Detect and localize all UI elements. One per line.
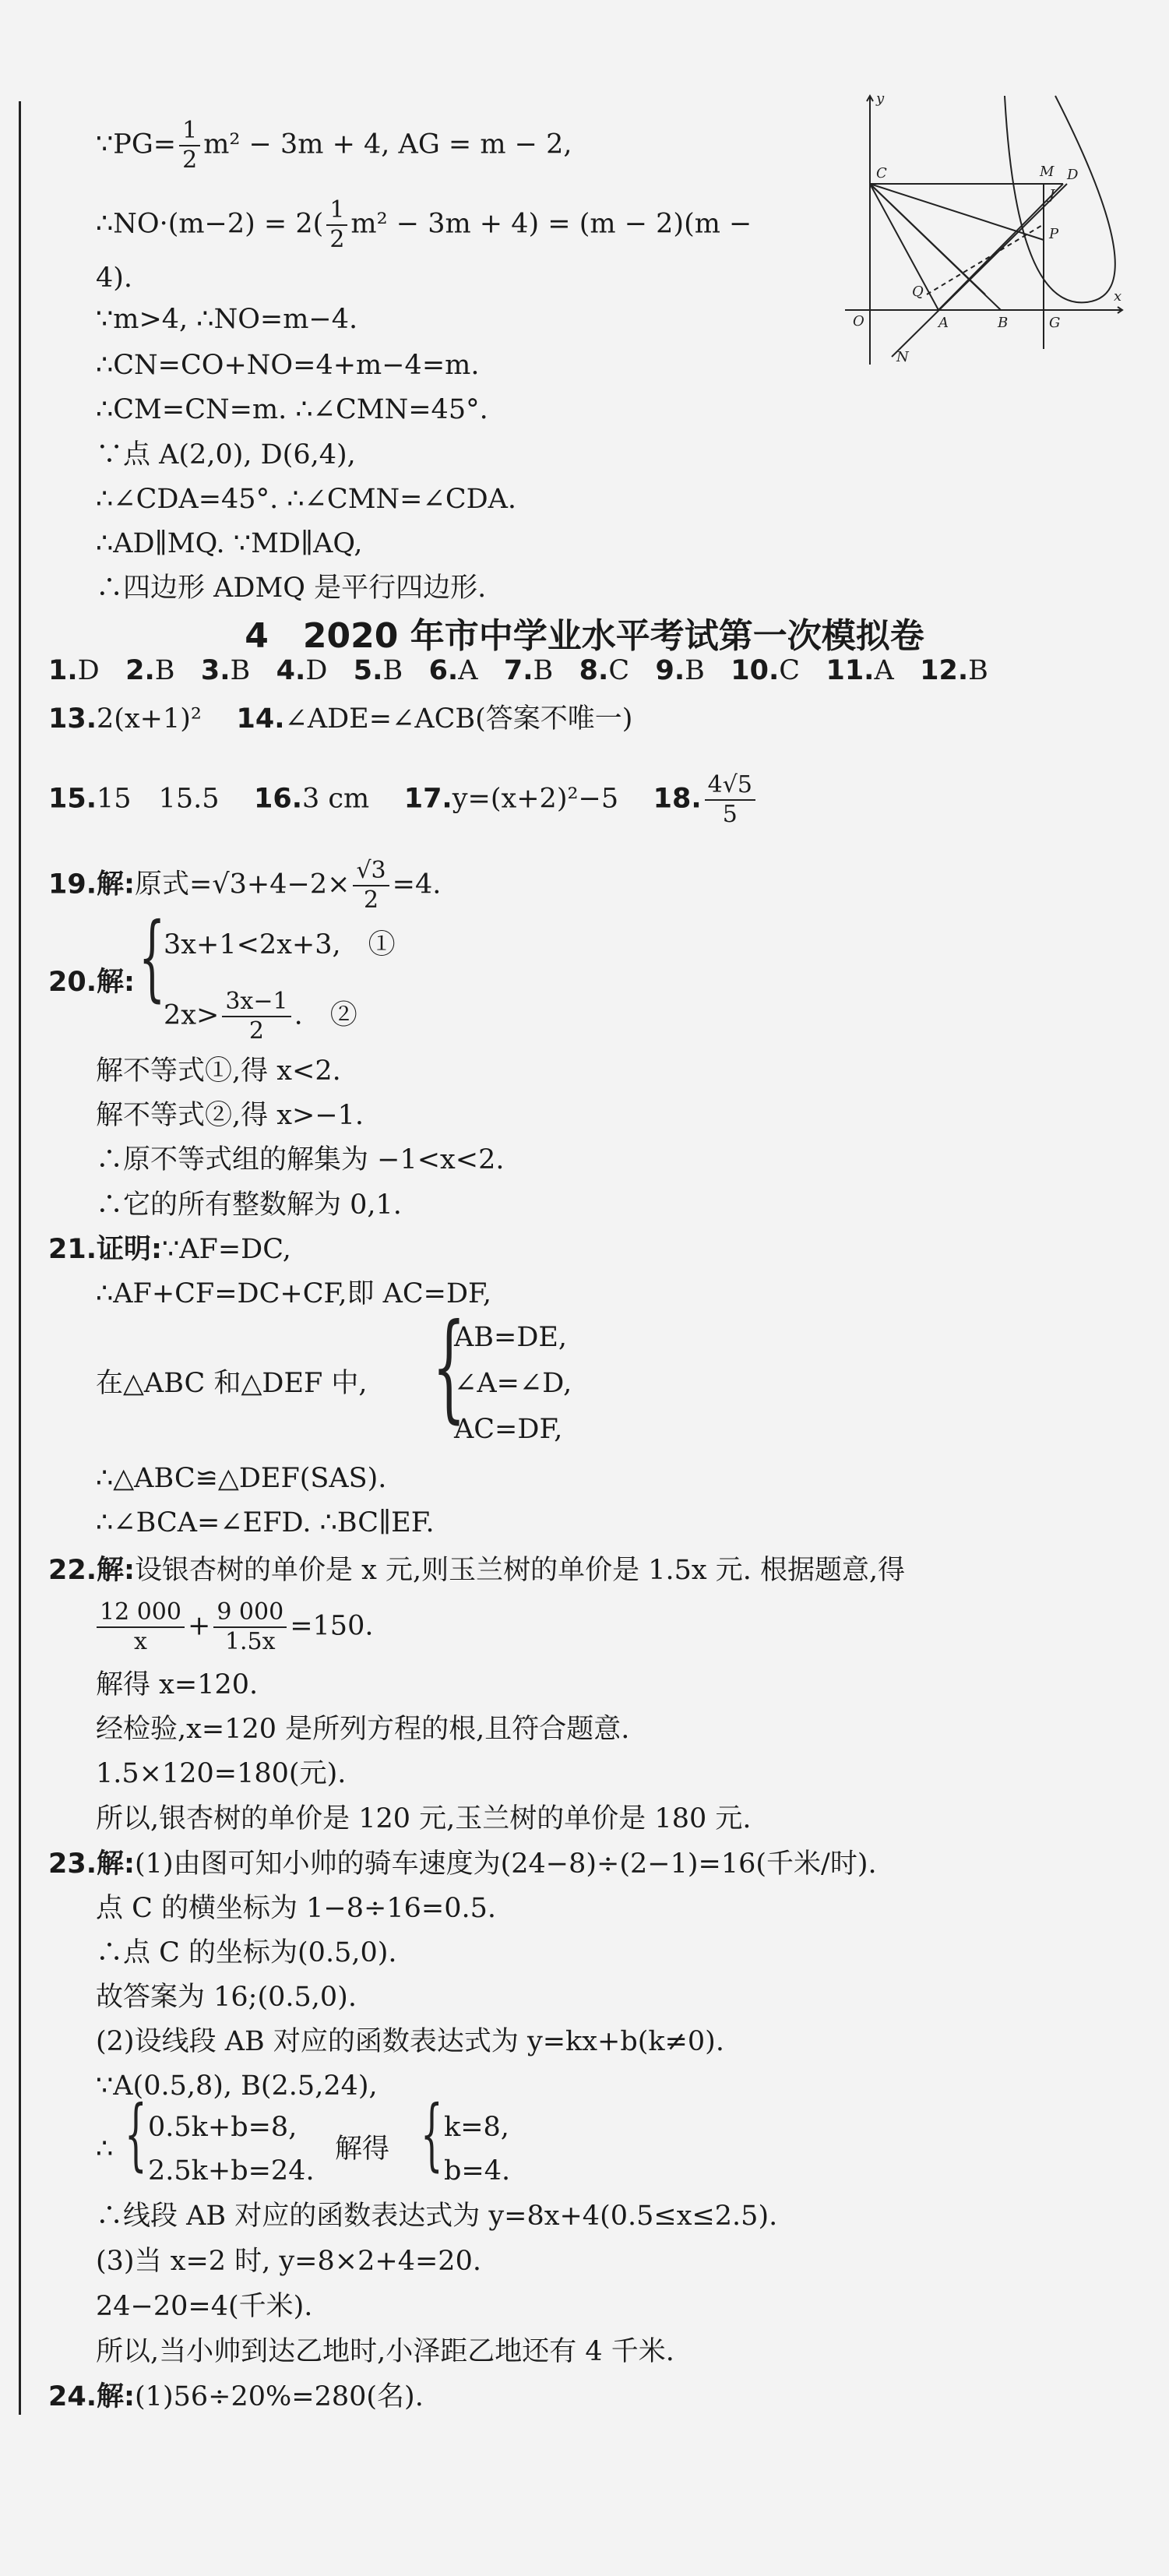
line-text: 解不等式①,得 x<2. <box>96 1055 341 1087</box>
q22-first-line: 22.解:设银杏树的单价是 x 元,则玉兰树的单价是 1.5x 元. 根据题意,得 <box>48 1555 906 1586</box>
q21-first-line: 21.证明:∵AF=DC, <box>48 1234 291 1265</box>
svg-text:D: D <box>1067 167 1079 183</box>
line-text: ∴CN=CO+NO=4+m−4=m. <box>96 350 480 381</box>
line-text: ∴△ABC≌△DEF(SAS). <box>96 1463 387 1494</box>
line-text: 点 C 的横坐标为 1−8÷16=0.5. <box>96 1893 496 1924</box>
q20-label: 20.解: <box>48 967 136 998</box>
svg-text:B: B <box>998 315 1009 331</box>
q20-inequality-1: 3x+1<2x+3, ① <box>164 929 396 960</box>
left-margin-rule <box>19 101 21 2415</box>
line-text: ∴AF+CF=DC+CF,即 AC=DF, <box>96 1278 491 1309</box>
line-text: ∵A(0.5,8), B(2.5,24), <box>96 2070 378 2102</box>
result-1: k=8, <box>444 2112 509 2143</box>
svg-text:A: A <box>938 315 949 331</box>
line-text: (3)当 x=2 时, y=8×2+4=20. <box>96 2246 481 2277</box>
line-text: ∴∠BCA=∠EFD. ∴BC∥EF. <box>96 1507 435 1538</box>
q24-first-line: 24.解:(1)56÷20%=280(名). <box>48 2381 424 2412</box>
q19: 19.解:原式=√3+4−2× $\frac{√3}{2}$ =4. <box>48 857 442 914</box>
brace: { <box>139 904 166 1012</box>
line-text: 4). <box>96 263 133 294</box>
condition-1: AB=DE, <box>454 1322 568 1353</box>
system-eq-2: 2.5k+b=24. <box>148 2155 315 2187</box>
line-text: (2)设线段 AB 对应的函数表达式为 y=kx+b(k≠0). <box>96 2026 724 2057</box>
svg-text:x: x <box>1114 288 1122 305</box>
solve-label: 解得 <box>335 2134 390 2165</box>
system-eq-1: 0.5k+b=8, <box>148 2112 298 2143</box>
svg-text:J: J <box>1049 187 1055 203</box>
q20-inequality-2: 2x> $\frac{3x-1}{2}$ . ② <box>164 988 357 1045</box>
svg-text:y: y <box>876 92 885 107</box>
segment-cq <box>870 184 985 294</box>
line-text: 所以,当小帅到达乙地时,小泽距乙地还有 4 千米. <box>96 2336 674 2367</box>
dashed-segment <box>927 224 1044 294</box>
brace: { <box>421 2088 443 2180</box>
line-pg: ∵PG= $\frac{1}{2}$ m² − 3m + 4, AG = m − 2, <box>96 117 572 174</box>
parabola <box>1005 96 1115 302</box>
condition-2: ∠A=∠D, <box>454 1368 572 1399</box>
svg-text:M: M <box>1040 164 1055 180</box>
section-title: 4 2020 年市中学业水平考试第一次模拟卷 <box>245 616 924 656</box>
line-text: ∴线段 AB 对应的函数表达式为 y=8x+4(0.5≤x≤2.5). <box>96 2201 778 2232</box>
line-text: ∴原不等式组的解集为 −1<x<2. <box>96 1144 505 1175</box>
line-text: ∴AD∥MQ. ∵MD∥AQ, <box>96 528 363 559</box>
line-text: ∴四边形 ADMQ 是平行四边形. <box>96 573 487 604</box>
line-text: 解得 x=120. <box>96 1669 259 1700</box>
answers-row-3: 15.15 15.5 16.3 cm 17.y=(x+2)²−5 18. $\frac{4√5}{5}$ <box>48 771 759 829</box>
line-text: ∴它的所有整数解为 0,1. <box>96 1189 402 1221</box>
condition-3: AC=DF, <box>454 1414 563 1445</box>
line-text: ∵m>4, ∴NO=m−4. <box>96 304 358 335</box>
line-text: 解不等式②,得 x>−1. <box>96 1100 364 1131</box>
line-text: 经检验,x=120 是所列方程的根,且符合题意. <box>96 1714 630 1745</box>
q23-first-line: 23.解:(1)由图可知小帅的骑车速度为(24−8)÷(2−1)=16(千米/时). <box>48 1848 877 1880</box>
svg-text:P: P <box>1049 226 1059 242</box>
line-text: ∴点 C 的坐标为(0.5,0). <box>96 1937 397 1968</box>
brace: { <box>432 1299 466 1435</box>
brace: { <box>125 2088 147 2180</box>
line-text: 1.5×120=180(元). <box>96 1758 347 1789</box>
svg-text:N: N <box>896 349 909 365</box>
therefore-symbol: ∴ <box>96 2134 114 2165</box>
answers-row-2: 13.2(x+1)² 14.∠ADE=∠ACB(答案不唯一) <box>48 703 633 735</box>
line-text: ∴∠CDA=45°. ∴∠CMN=∠CDA. <box>96 484 517 515</box>
svg-text:G: G <box>1049 315 1061 331</box>
coordinate-geometry-figure <box>845 92 1125 368</box>
q22-equation: $\frac{12 000}{x}$ + $\frac{9 000}{1.5x}$ =150. <box>93 1598 373 1656</box>
svg-text:O: O <box>853 313 864 329</box>
svg-text:Q: Q <box>912 284 924 300</box>
svg-text:C: C <box>876 165 887 181</box>
line-text: 所以,银杏树的单价是 120 元,玉兰树的单价是 180 元. <box>96 1803 752 1834</box>
line-text: ∴CM=CN=m. ∴∠CMN=45°. <box>96 394 488 425</box>
line-text: 在△ABC 和△DEF 中, <box>96 1368 368 1399</box>
answers-row-1: 1.D 2.B 3.B 4.D 5.B 6.A 7.B 8.C 9.B 10.C 11.A 12.B <box>48 655 988 686</box>
line-text: ∵点 A(2,0), D(6,4), <box>96 439 356 470</box>
line-no: ∴NO·(m−2) = 2( $\frac{1}{2}$ m² − 3m + 4) = (m − 2)(m − <box>96 196 752 253</box>
result-2: b=4. <box>444 2155 511 2187</box>
line-text: 故答案为 16;(0.5,0). <box>96 1982 357 2013</box>
line-text: 24−20=4(千米). <box>96 2291 313 2322</box>
line-nd <box>892 184 1067 357</box>
